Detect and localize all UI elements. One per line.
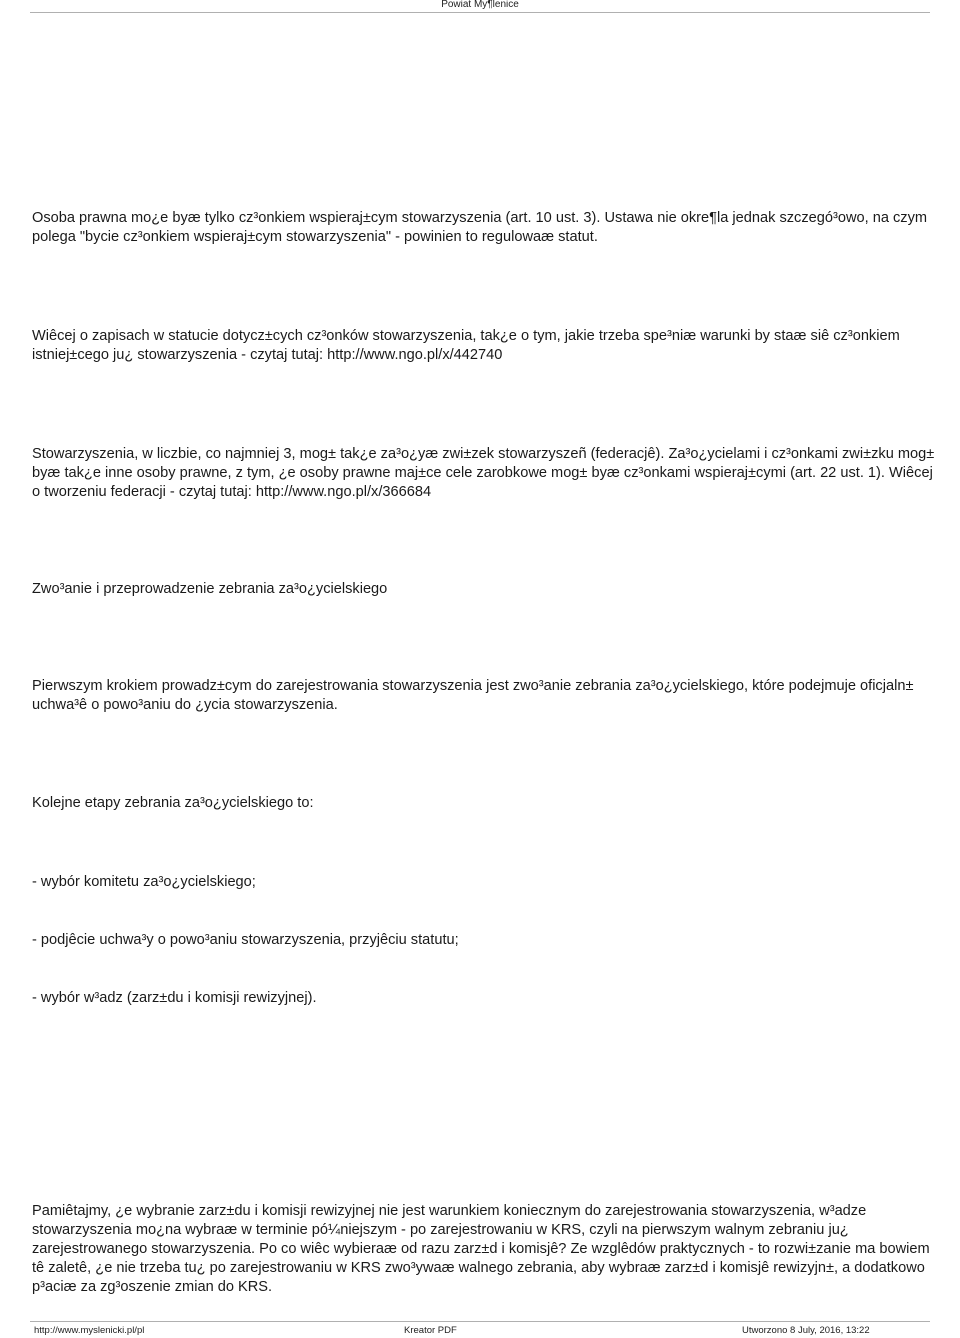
paragraph-meeting-stages: Kolejne etapy zebrania za³o¿ycielskiego to: — [32, 795, 314, 811]
footer-url: http://www.myslenicki.pl/pl — [34, 1325, 145, 1336]
list-item-authorities: - wybór w³adz (zarz±du i komisji rewizyjnej). — [32, 990, 317, 1006]
list-item-resolution: - podjêcie uchwa³y o powo³aniu stowarzyszenia, przyjêciu statutu; — [32, 932, 459, 948]
paragraph-statute-members: Wiêcej o zapisach w statucie dotycz±cych cz³onków stowarzyszenia, tak¿e o tym, jakie trzeba spe³niæ warunki by staæ siê cz³onkiem istniej±cego ju¿ stowarzyszenia - czytaj tutaj: http://www.ngo.pl/x/442740 — [32, 328, 900, 363]
section-heading-founding-meeting: Zwo³anie i przeprowadzenie zebrania za³o¿ycielskiego — [32, 581, 388, 597]
paragraph-legal-person: Osoba prawna mo¿e byæ tylko cz³onkiem wspieraj±cym stowarzyszenia (art. 10 ust. 3). Ustawa nie okre¶la jednak szczegó³owo, na czym polega "bycie cz³onkiem wspieraj±cym stowarzyszenia" - powinien to regulowaæ statut. — [32, 210, 928, 245]
page-header: Powiat My¶lenice — [441, 0, 519, 10]
paragraph-remember: Pamiêtajmy, ¿e wybranie zarz±du i komisji rewizyjnej nie jest warunkiem koniecznym do zarejestrowania stowarzyszenia, w³adze stowarzyszenia mo¿na wybraæ w terminie pó¼niejszym - po zarejestrowaniu w KRS, czyli na pierwszym walnym zebraniu ju¿ zarejestrowanego stowarzyszenia. Po co wiêc wybieraæ od razu zarz±d i komisjê? Ze wzglêdów praktycznych - to rozwi±zanie ma bowiem tê zaletê, ¿e nie trzeba tu¿ po zarejestrowaniu w KRS zwo³ywaæ walnego zebrania, aby wybraæ zarz±d i komisjê rewizyjn±, a dodatkowo p³aciæ za zg³oszenie zmian do KRS. — [32, 1203, 930, 1295]
footer-created-date: Utworzono 8 July, 2016, 13:22 — [742, 1325, 870, 1336]
paragraph-first-step: Pierwszym krokiem prowadz±cym do zarejestrowania stowarzyszenia jest zwo³anie zebrania za³o¿ycielskiego, które podejmuje oficjaln± uchwa³ê o powo³aniu do ¿ycia stowarzyszenia. — [32, 678, 914, 713]
header-divider — [30, 12, 930, 13]
paragraph-federation: Stowarzyszenia, w liczbie, co najmniej 3, mog± tak¿e za³o¿yæ zwi±zek stowarzyszeñ (federacjê). Za³o¿ycielami i cz³onkami zwi±zku mog± byæ tak¿e inne osoby prawne, z tym, ¿e osoby prawne maj±ce cele zarobkowe mog± byæ cz³onkami wspieraj±cymi (art. 22 ust. 1). Wiêcej o tworzeniu federacji - czytaj tutaj: http://www.ngo.pl/x/366684 — [32, 446, 935, 500]
list-item-committee: - wybór komitetu za³o¿ycielskiego; — [32, 874, 256, 890]
footer-divider — [30, 1321, 930, 1322]
footer-creator: Kreator PDF — [404, 1325, 457, 1336]
